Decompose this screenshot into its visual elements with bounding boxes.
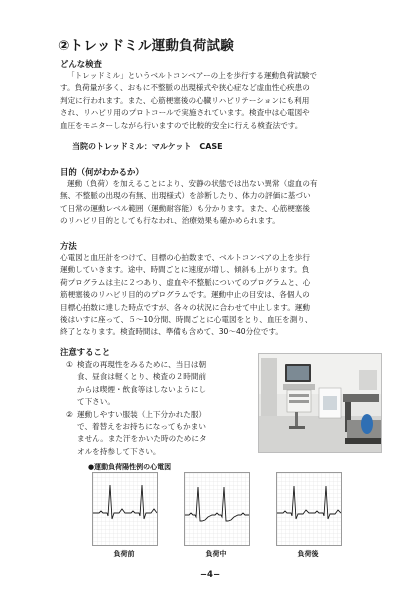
text-line: て日常の運動レベル範囲（運動耐容能）も分かります。また、心筋梗塞後 [60, 203, 310, 213]
text-line: で、着替えをお持ちになってもかまい [77, 422, 206, 432]
page-title: ②トレッドミル運動負荷試験 [58, 38, 234, 54]
section-heading-method: 方法 [60, 241, 77, 251]
text-line: 無、不整脈の出現の有無、出現様式）を診断したり、体力の評価に基づい [60, 191, 311, 201]
section-heading-what: どんな検査 [60, 59, 102, 69]
text-line: 心電図と血圧計をつけて、目標の心拍数まで、ベルトコンベアの上を歩行 [60, 253, 310, 262]
note-body [77, 409, 248, 459]
section-body-method [60, 252, 378, 339]
ecg-label-after: 負荷後 [297, 550, 319, 558]
note-item [66, 359, 248, 409]
section-body-purpose [60, 178, 378, 228]
text-line: され、リハビリ用のプロトコールで実施されています。検査中は心電図や [60, 108, 310, 118]
ecg-label-during: 負荷中 [205, 550, 227, 558]
text-line: 荷プログラムは主に２つあり、虚血や不整脈についてのプログラムと、心 [60, 277, 311, 287]
ecg-label-before: 負荷前 [113, 550, 135, 558]
text-line: 後はいすに座って、５～10分間、時間ごとに心電図をとり、血圧を測り、 [60, 315, 313, 325]
page-number: −4− [199, 570, 221, 580]
text-line: 食、昼食は軽くとり、検査の２時間前 [77, 372, 207, 382]
note-body [77, 359, 248, 409]
text-line: 運動（負荷）を加えることにより、安静の状態では出ない異常（虚血の有 [67, 179, 318, 188]
text-line: て下さい。 [77, 397, 115, 407]
note-number: ① [66, 360, 73, 369]
ecg-strip-before [92, 472, 158, 546]
text-line: 運動していきます。途中、時間ごとに速度が増し、傾斜も上がります。負 [60, 265, 310, 275]
text-line: のリハビリ目的としても行なわれ、治療効果も確かめられます。 [60, 216, 280, 226]
text-line: 終了となります。検査時間は、準備も含めて、30～40分位です。 [60, 327, 283, 337]
text-line: す。負荷量が多く、おもに不整脈の出現様式や狭心症など虚血性心疾患の [60, 83, 310, 93]
section-heading-purpose: 目的（何がわかるか） [60, 167, 144, 177]
text-line: からは喫煙・飲食等はしないようにし [77, 384, 207, 394]
text-line: ません。また汗をかいた時のためにタ [77, 434, 207, 444]
notes-list [66, 359, 248, 458]
ecg-caption: ●運動負荷陽性例の心電図 [88, 463, 172, 471]
note-item [66, 409, 248, 459]
section-body-what [60, 70, 378, 132]
ecg-strip-after [276, 472, 342, 546]
note-number: ② [66, 409, 73, 419]
text-line: オルを持参して下さい。 [77, 446, 161, 456]
text-line: 「トレッドミル」というベルトコンベアーの上を歩行する運動負荷試験で [67, 71, 317, 80]
text-line: 目標心拍数に達した時点ですが、各々の状況に合わせて中止します。運動 [60, 302, 310, 312]
text-line: 検査の再現性をみるために、当日は朝 [77, 360, 207, 369]
treadmill-room-photo [258, 353, 382, 453]
text-line: 判定に行われます。また、心筋梗塞後の心臓リハビリテーションにも利用 [60, 95, 310, 105]
equipment-line: 当院のトレッドミル：マルケット CASE [72, 142, 223, 151]
ecg-strip-during [184, 472, 250, 546]
text-line: 運動しやすい服装（上下分かれた服） [77, 409, 207, 419]
text-line: 筋梗塞後のリハビリ目的のプログラムです。運動中止の目安は、各個人の [60, 290, 310, 300]
text-line: 血圧をモニターしながら行いますので比較的安全に行える検査法です。 [60, 120, 303, 130]
section-heading-notes: 注意すること [60, 347, 111, 357]
